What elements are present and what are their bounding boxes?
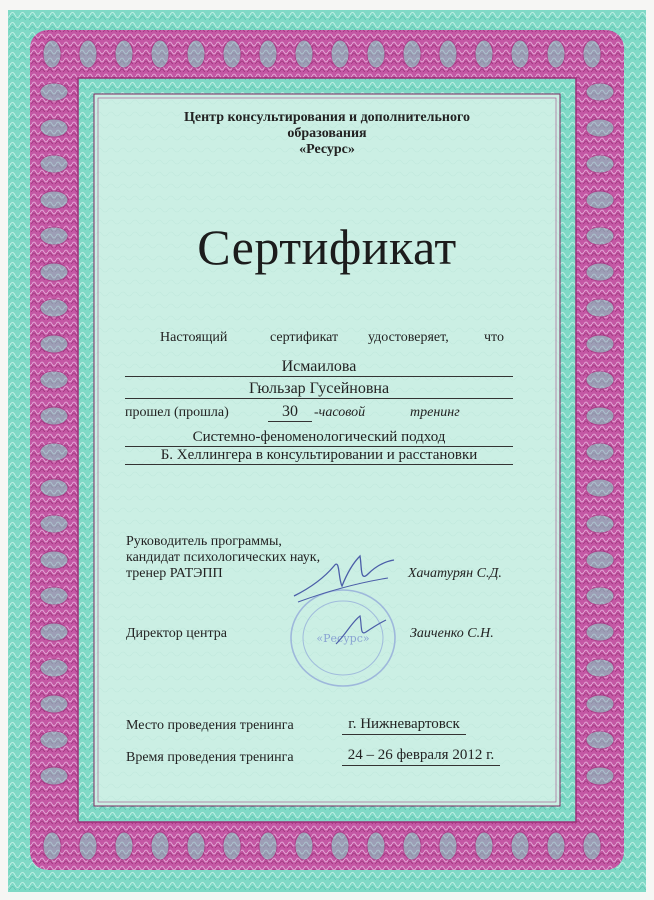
- organization-line1: Центр консультирования и дополнительного: [184, 110, 470, 125]
- training-word: тренинг: [410, 405, 460, 420]
- recipient-surname: Исмаилова: [281, 358, 357, 375]
- venue-underline: [342, 734, 466, 735]
- venue-label: Место проведения тренинга: [126, 718, 294, 733]
- training-name-line2-underline: [125, 464, 513, 465]
- program-lead-role2: кандидат психологических наук,: [126, 550, 321, 565]
- recipient-given-names: Гюльзар Гусейновна: [248, 380, 390, 397]
- program-lead-name: Хачатурян С.Д.: [408, 566, 502, 581]
- recipient-surname-line: [125, 376, 513, 377]
- signature-khachaturyan: [290, 548, 400, 608]
- training-name-line1: Системно-феноменологический подход: [192, 429, 446, 445]
- organization-line3: «Ресурс»: [299, 142, 355, 157]
- training-hours-line: [268, 421, 312, 422]
- dates-label: Время проведения тренинга: [126, 750, 294, 765]
- organization-line2: образования: [287, 126, 367, 141]
- program-lead-role1: Руководитель программы,: [126, 534, 282, 549]
- certifies-word-4: что: [484, 330, 504, 345]
- director-name: Заиченко С.Н.: [410, 626, 494, 641]
- training-hours: 30: [282, 403, 298, 420]
- certifies-word-3: удостоверяет,: [368, 330, 449, 345]
- dates-value: 24 – 26 февраля 2012 г.: [347, 747, 495, 763]
- certificate-title: Сертификат: [197, 219, 457, 275]
- hours-suffix: -часовой: [314, 405, 366, 420]
- dates-underline: [342, 765, 500, 766]
- venue-value: г. Нижневартовск: [348, 716, 460, 732]
- training-name-line2: Б. Хеллингера в консультировании и расстановки: [160, 447, 478, 463]
- certifies-word-1: Настоящий: [160, 330, 228, 345]
- program-lead-role3: тренер РАТЭПП: [126, 566, 223, 581]
- stamp-text: «Ресурс»: [316, 632, 370, 645]
- recipient-given-names-line: [125, 398, 513, 399]
- passed-label: прошел (прошла): [125, 405, 229, 420]
- director-role: Директор центра: [126, 626, 228, 641]
- certifies-word-2: сертификат: [270, 330, 339, 345]
- signature-zaichenko: [330, 610, 390, 650]
